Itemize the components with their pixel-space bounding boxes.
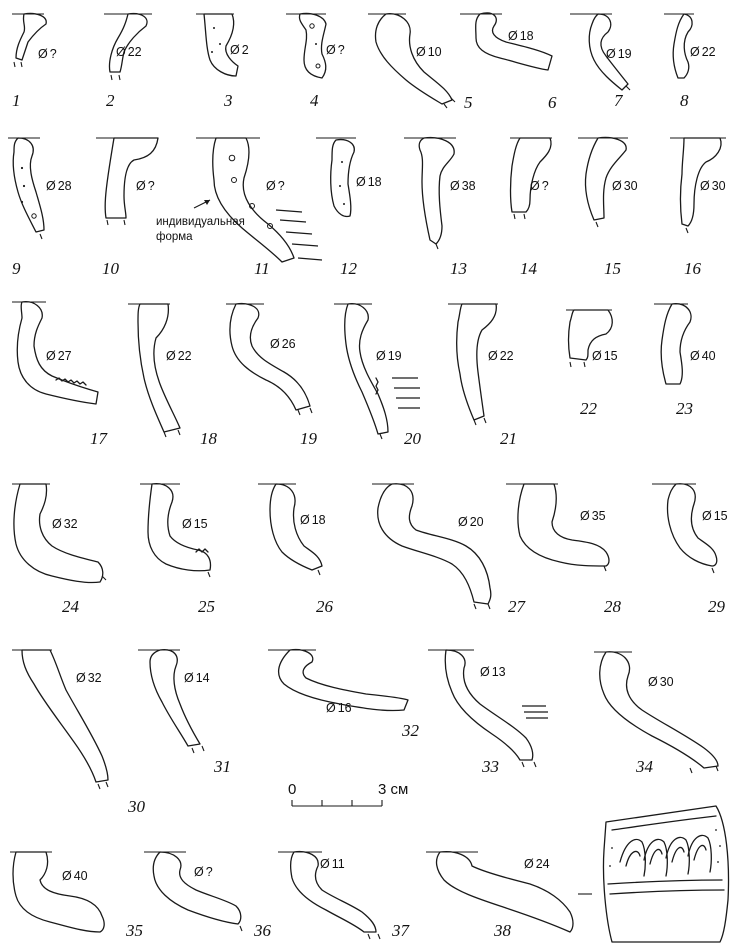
diameter-label: Ø 18	[356, 175, 382, 189]
figure-8	[664, 14, 716, 110]
figure-34	[594, 652, 718, 776]
figure-25	[140, 484, 215, 616]
figure-number: 37	[392, 921, 409, 940]
diameter-label: Ø 10	[416, 45, 442, 59]
figure-6	[460, 13, 557, 112]
figure-12	[316, 138, 382, 278]
diameter-label: Ø 32	[52, 517, 78, 531]
figure-11	[156, 138, 322, 278]
figure-18	[128, 304, 218, 448]
diameter-label: Ø 22	[690, 45, 716, 59]
figure-5	[368, 14, 473, 112]
scale-end-label: 3 см	[378, 781, 409, 798]
diameter-label: Ø 35	[580, 509, 606, 523]
diameter-label: Ø 28	[46, 179, 72, 193]
figure-number: 28	[604, 597, 621, 616]
diameter-label: Ø 18	[508, 29, 534, 43]
diameter-label: Ø 13	[480, 665, 506, 679]
figure-15	[578, 138, 638, 279]
figure-number: 36	[254, 921, 271, 940]
diameter-label: Ø 15	[702, 509, 728, 523]
diameter-label: Ø 24	[524, 857, 550, 871]
figure-32	[268, 650, 420, 740]
figure-number: 33	[482, 757, 499, 776]
figure-number: 34	[636, 757, 653, 776]
diameter-label: Ø 26	[270, 337, 296, 351]
figure-23	[654, 304, 716, 418]
diameter-label: Ø 38	[450, 179, 476, 193]
figure-13	[404, 138, 476, 278]
figure-number: 1	[12, 91, 21, 110]
figure-37	[278, 852, 411, 940]
diameter-label: Ø 2	[230, 43, 249, 57]
diameter-label: Ø 32	[76, 671, 102, 685]
annotation-line-2: форма	[156, 231, 193, 243]
figure-2	[104, 14, 152, 110]
figure-number: 24	[62, 597, 79, 616]
diameter-label: Ø 40	[62, 869, 88, 883]
figure-21	[448, 304, 517, 448]
decorated-fragment-drawing	[603, 806, 728, 942]
diameter-label: Ø 30	[700, 179, 726, 193]
figure-number: 11	[254, 259, 270, 278]
figure-3	[196, 14, 249, 110]
diameter-label: Ø 11	[320, 857, 345, 871]
diameter-label: Ø ?	[38, 47, 57, 61]
figure-33	[428, 650, 548, 776]
annotation-line-1: индивидуальная	[156, 216, 245, 228]
diameter-label: Ø 19	[376, 349, 402, 363]
figure-number: 7	[614, 91, 623, 110]
diameter-label: Ø 19	[606, 47, 632, 61]
diameter-label: Ø 20	[458, 515, 484, 529]
figure-number: 6	[548, 93, 557, 112]
diameter-label: Ø 30	[648, 675, 674, 689]
figure-20	[334, 304, 422, 448]
figure-17	[12, 302, 109, 448]
diameter-label: Ø 30	[612, 179, 638, 193]
diameter-label: Ø 22	[488, 349, 514, 363]
figure-number: 9	[12, 259, 21, 278]
figure-number: 3	[224, 91, 233, 110]
diameter-label: Ø 18	[300, 513, 326, 527]
diameter-label: Ø 27	[46, 349, 72, 363]
diameter-label: Ø 14	[184, 671, 210, 685]
figure-31	[138, 650, 231, 776]
figure-10	[96, 138, 158, 278]
diameter-label: Ø 15	[182, 517, 208, 531]
figure-24	[12, 484, 106, 616]
figure-number: 27	[508, 597, 525, 616]
figure-number: 17	[90, 429, 107, 448]
figure-4	[286, 13, 345, 110]
figure-number: 20	[404, 429, 421, 448]
figure-38	[426, 852, 592, 940]
diameter-label: Ø 22	[116, 45, 142, 59]
figure-number: 31	[214, 757, 231, 776]
diameter-label: Ø ?	[530, 179, 549, 193]
figure-number: 18	[200, 429, 217, 448]
figure-number: 2	[106, 91, 115, 110]
figure-number: 14	[520, 259, 537, 278]
figure-number: 35	[126, 921, 143, 940]
figure-number: 30	[128, 797, 145, 816]
figure-7	[570, 14, 632, 110]
figure-number: 10	[102, 259, 119, 278]
figure-number: 38	[494, 921, 511, 940]
figure-1	[12, 13, 57, 110]
figure-number: 8	[680, 91, 689, 110]
diameter-label: Ø 40	[690, 349, 716, 363]
figure-number: 12	[340, 259, 357, 278]
diameter-label: Ø 15	[592, 349, 618, 363]
figure-number: 32	[402, 721, 419, 740]
figure-36	[144, 852, 272, 940]
figure-27	[372, 484, 527, 616]
figure-number: 22	[580, 399, 597, 418]
figure-number: 26	[316, 597, 333, 616]
figure-number: 16	[684, 259, 701, 278]
diameter-label: Ø ?	[326, 43, 345, 57]
figure-22	[566, 310, 618, 418]
scale-start-label: 0	[288, 781, 297, 798]
figure-14	[510, 138, 552, 278]
figure-number: 15	[604, 259, 621, 278]
figure-9	[8, 138, 72, 278]
diameter-label: Ø ?	[266, 179, 285, 193]
scale-bar	[288, 781, 408, 806]
figure-29	[652, 484, 728, 616]
figure-number: 4	[310, 91, 319, 110]
diameter-label: Ø ?	[136, 179, 155, 193]
diameter-label: Ø ?	[194, 865, 213, 879]
figure-number: 13	[450, 259, 467, 278]
figure-35	[10, 852, 143, 940]
figure-16	[670, 138, 726, 278]
figure-number: 19	[300, 429, 317, 448]
figure-number: 5	[464, 93, 473, 112]
figure-number: 23	[676, 399, 693, 418]
figure-30	[12, 650, 146, 816]
figure-26	[258, 484, 334, 616]
figure-number: 25	[198, 597, 215, 616]
diameter-label: Ø 16	[326, 701, 352, 715]
diameter-label: Ø 22	[166, 349, 192, 363]
figure-19	[226, 304, 318, 448]
figure-number: 29	[708, 597, 725, 616]
figure-number: 21	[500, 429, 517, 448]
